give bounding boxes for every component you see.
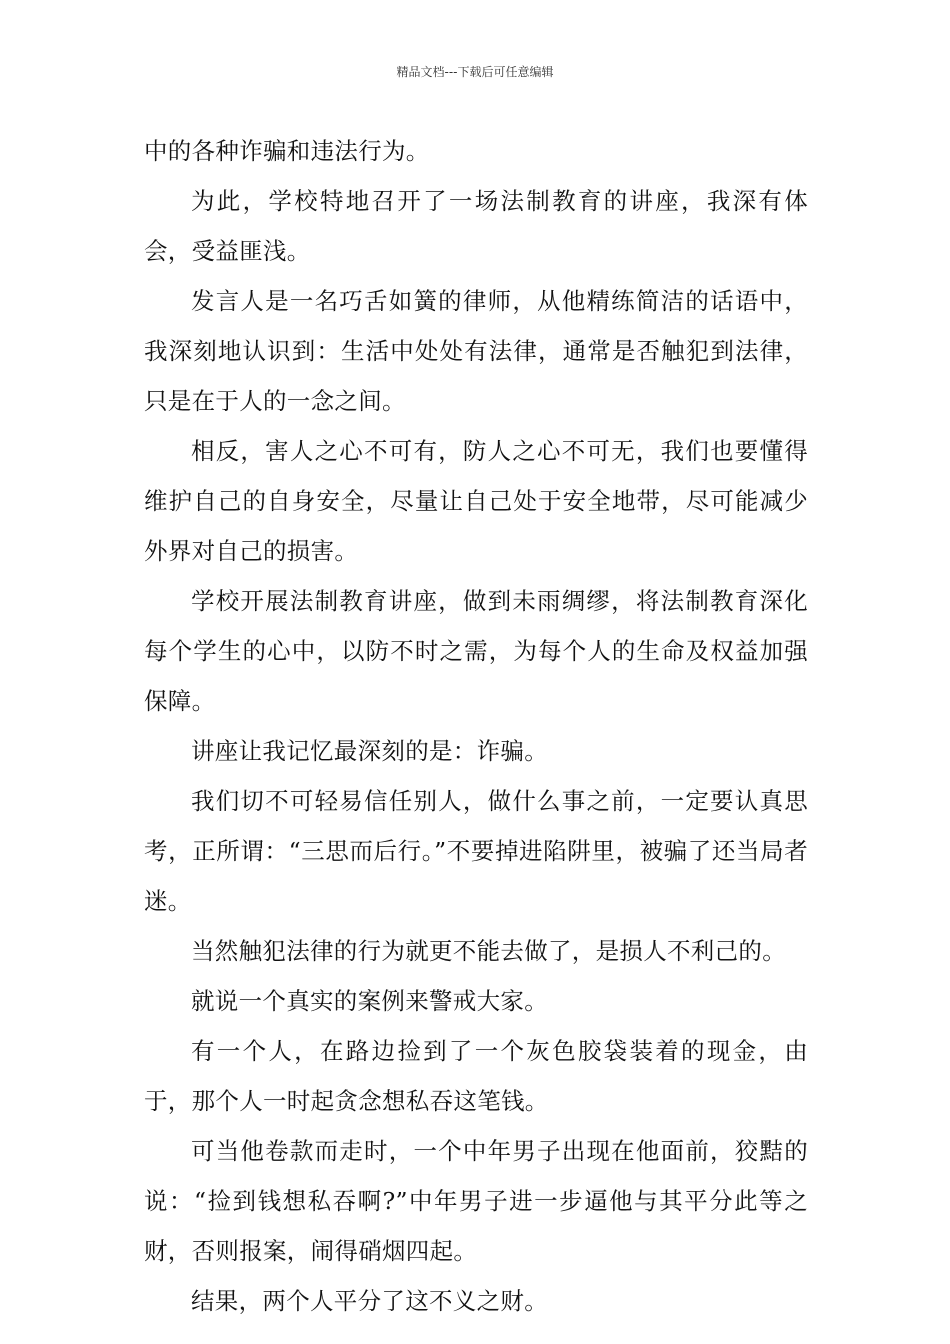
page-header: 精品文档---下载后可任意编辑 xyxy=(396,65,554,79)
paragraph: 结果，两个人平分了这不义之财。 xyxy=(191,1287,548,1315)
paragraph: 就说一个真实的案例来警戒大家。 xyxy=(191,987,548,1015)
paragraph: 当然触犯法律的行为就更不能去做了，是损人不利己的。 xyxy=(191,937,786,965)
paragraph: 中的各种诈骗和违法行为。 xyxy=(144,137,430,165)
document-body xyxy=(144,126,808,1326)
paragraph: 相反，害人之心不可有，防人之心不可无，我们也要懂得维护自己的自身安全，尽量让自己处于安全地带，尽可能减少外界对自己的损害。 xyxy=(144,437,808,565)
paragraph: 学校开展法制教育讲座，做到未雨绸缪，将法制教育深化每个学生的心中，以防不时之需，为每个人的生命及权益加强保障。 xyxy=(144,587,808,715)
paragraph: 为此，学校特地召开了一场法制教育的讲座，我深有体会，受益匪浅。 xyxy=(144,187,808,265)
paragraph: 我们切不可轻易信任别人，做什么事之前，一定要认真思考，正所谓：“三思而后行。”不要掉进陷阱里，被骗了还当局者迷。 xyxy=(144,787,808,915)
paragraph: 讲座让我记忆最深刻的是：诈骗。 xyxy=(191,737,548,765)
paragraph: 可当他卷款而走时，一个中年男子出现在他面前，狡黠的说：“捡到钱想私吞啊?”中年男子进一步逼他与其平分此等之财，否则报案，闹得硝烟四起。 xyxy=(144,1137,808,1265)
paragraph: 发言人是一名巧舌如簧的律师，从他精练简洁的话语中，我深刻地认识到：生活中处处有法律，通常是否触犯到法律，只是在于人的一念之间。 xyxy=(144,287,808,415)
paragraph: 有一个人，在路边捡到了一个灰色胶袋装着的现金，由于，那个人一时起贪念想私吞这笔钱。 xyxy=(144,1037,808,1115)
